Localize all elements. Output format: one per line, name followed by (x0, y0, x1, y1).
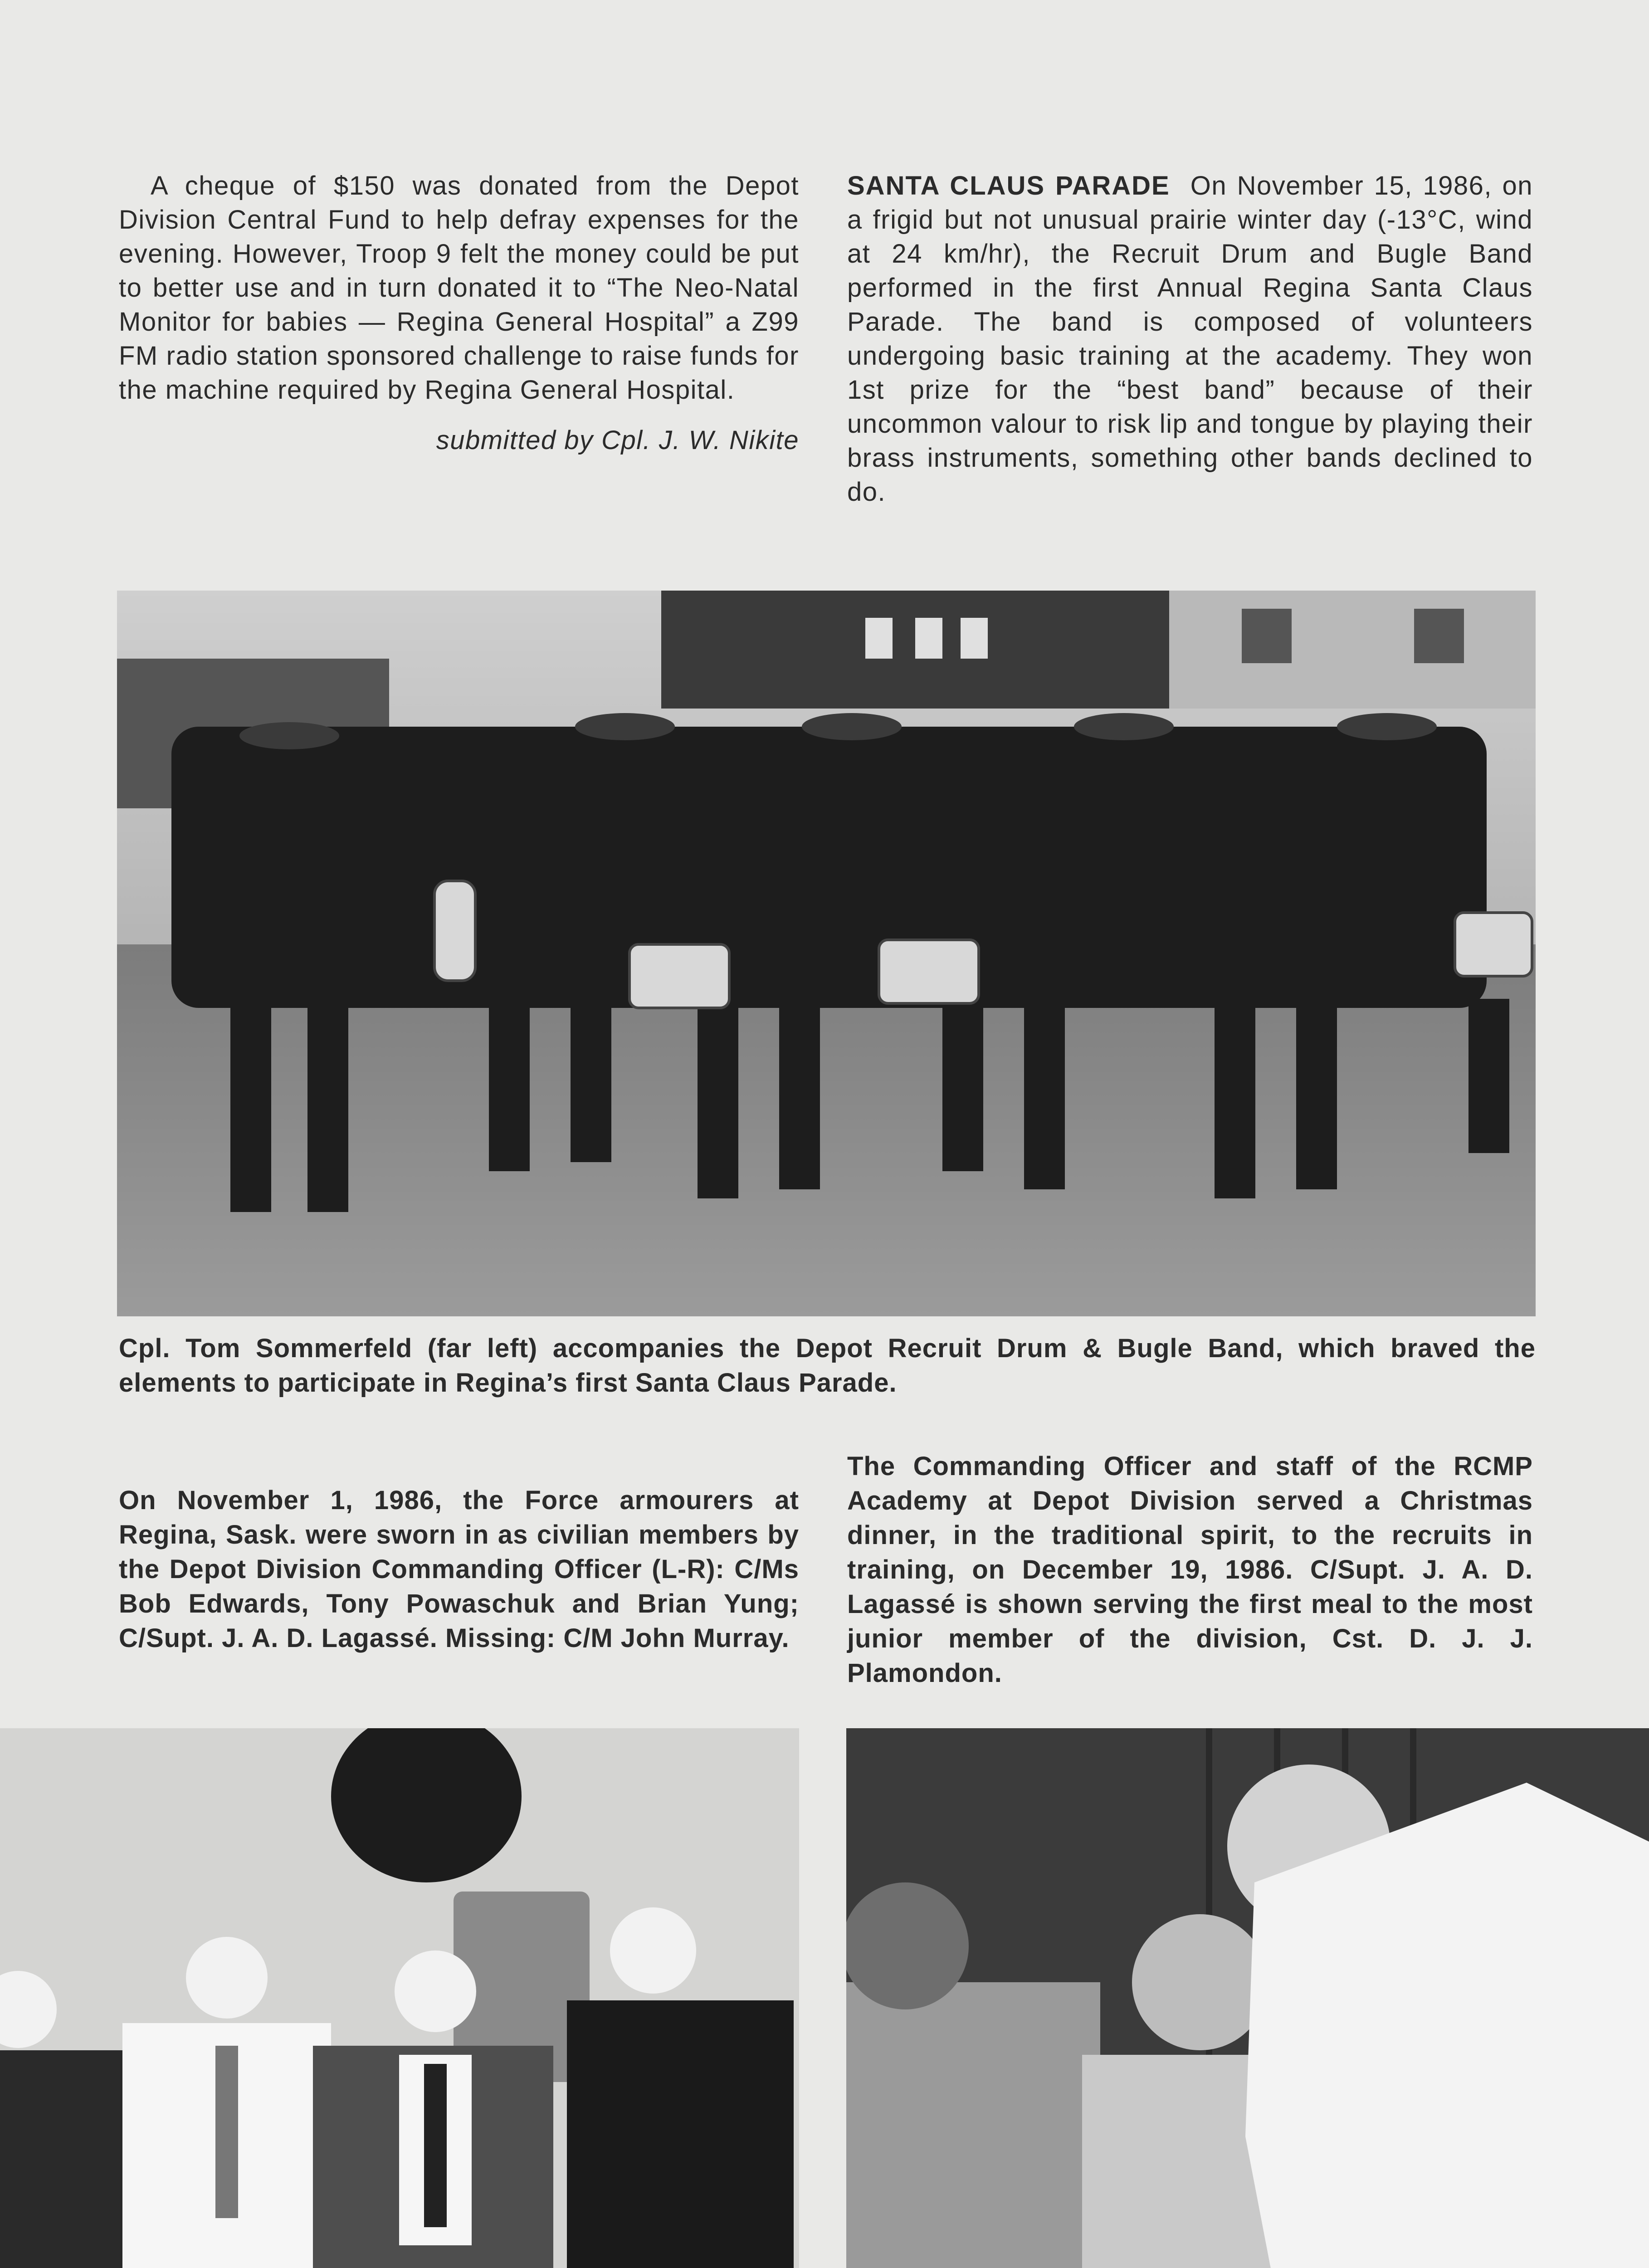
santa-paragraph (847, 169, 1533, 509)
cheque-paragraph: A cheque of $150 was donated from the Depot Division Central Fund to help defray expenses for the evening. However, Troop 9 felt the money could be put to better use and in turn donated it to “The Neo-Natal Monitor for babies — Regina General Hospital” a Z99 FM radio station sponsored challenge to raise funds for the machine required by Regina General Hospital. (119, 171, 799, 405)
right-top-column (847, 169, 1533, 509)
article-signature: submitted by Cpl. J. W. Nikite (436, 425, 799, 455)
armourers-caption: On November 1, 1986, the Force armourers at Regina, Sask. were sworn in as civilian members by the Depot Division Commanding Officer (L-R): C/Ms Bob Edwards, Tony Powaschuk and Brian Yung; C/Supt. J. A. D. Lagassé. Missing: C/M John Murray. (119, 1486, 799, 1653)
santa-heading: SANTA CLAUS PARADE (847, 171, 1170, 200)
left-top-column (119, 169, 799, 455)
santa-body: On November 15, 1986, on a frigid but not unusual prairie winter day (-13°C, wind at 24 km/hr), the Recruit Drum and Bugle Band performed in the first Annual Regina Santa Claus Parade. The band is composed of volunteers undergoing basic training at the academy. They won 1st prize for the “best band” because of their uncommon valour to risk lip and tongue by playing their brass instruments, something other bands declined to do. (847, 171, 1533, 507)
armourers-group-photo (0, 1728, 799, 2268)
christmas-dinner-photo (846, 1728, 1649, 2268)
parade-band-photo (117, 591, 1536, 1316)
parade-caption: Cpl. Tom Sommerfeld (far left) accompanies the Depot Recruit Drum & Bugle Band, which braved the elements to participate in Regina’s first Santa Claus Parade. (119, 1334, 1536, 1398)
dinner-caption: The Commanding Officer and staff of the RCMP Academy at Depot Division served a Christmas dinner, in the traditional spirit, to the recruits in training, on December 19, 1986. C/Supt. J. A. D. Lagassé is shown serving the first meal to the most junior member of the division, Cst. D. J. J. Plamondon. (847, 1452, 1533, 1688)
